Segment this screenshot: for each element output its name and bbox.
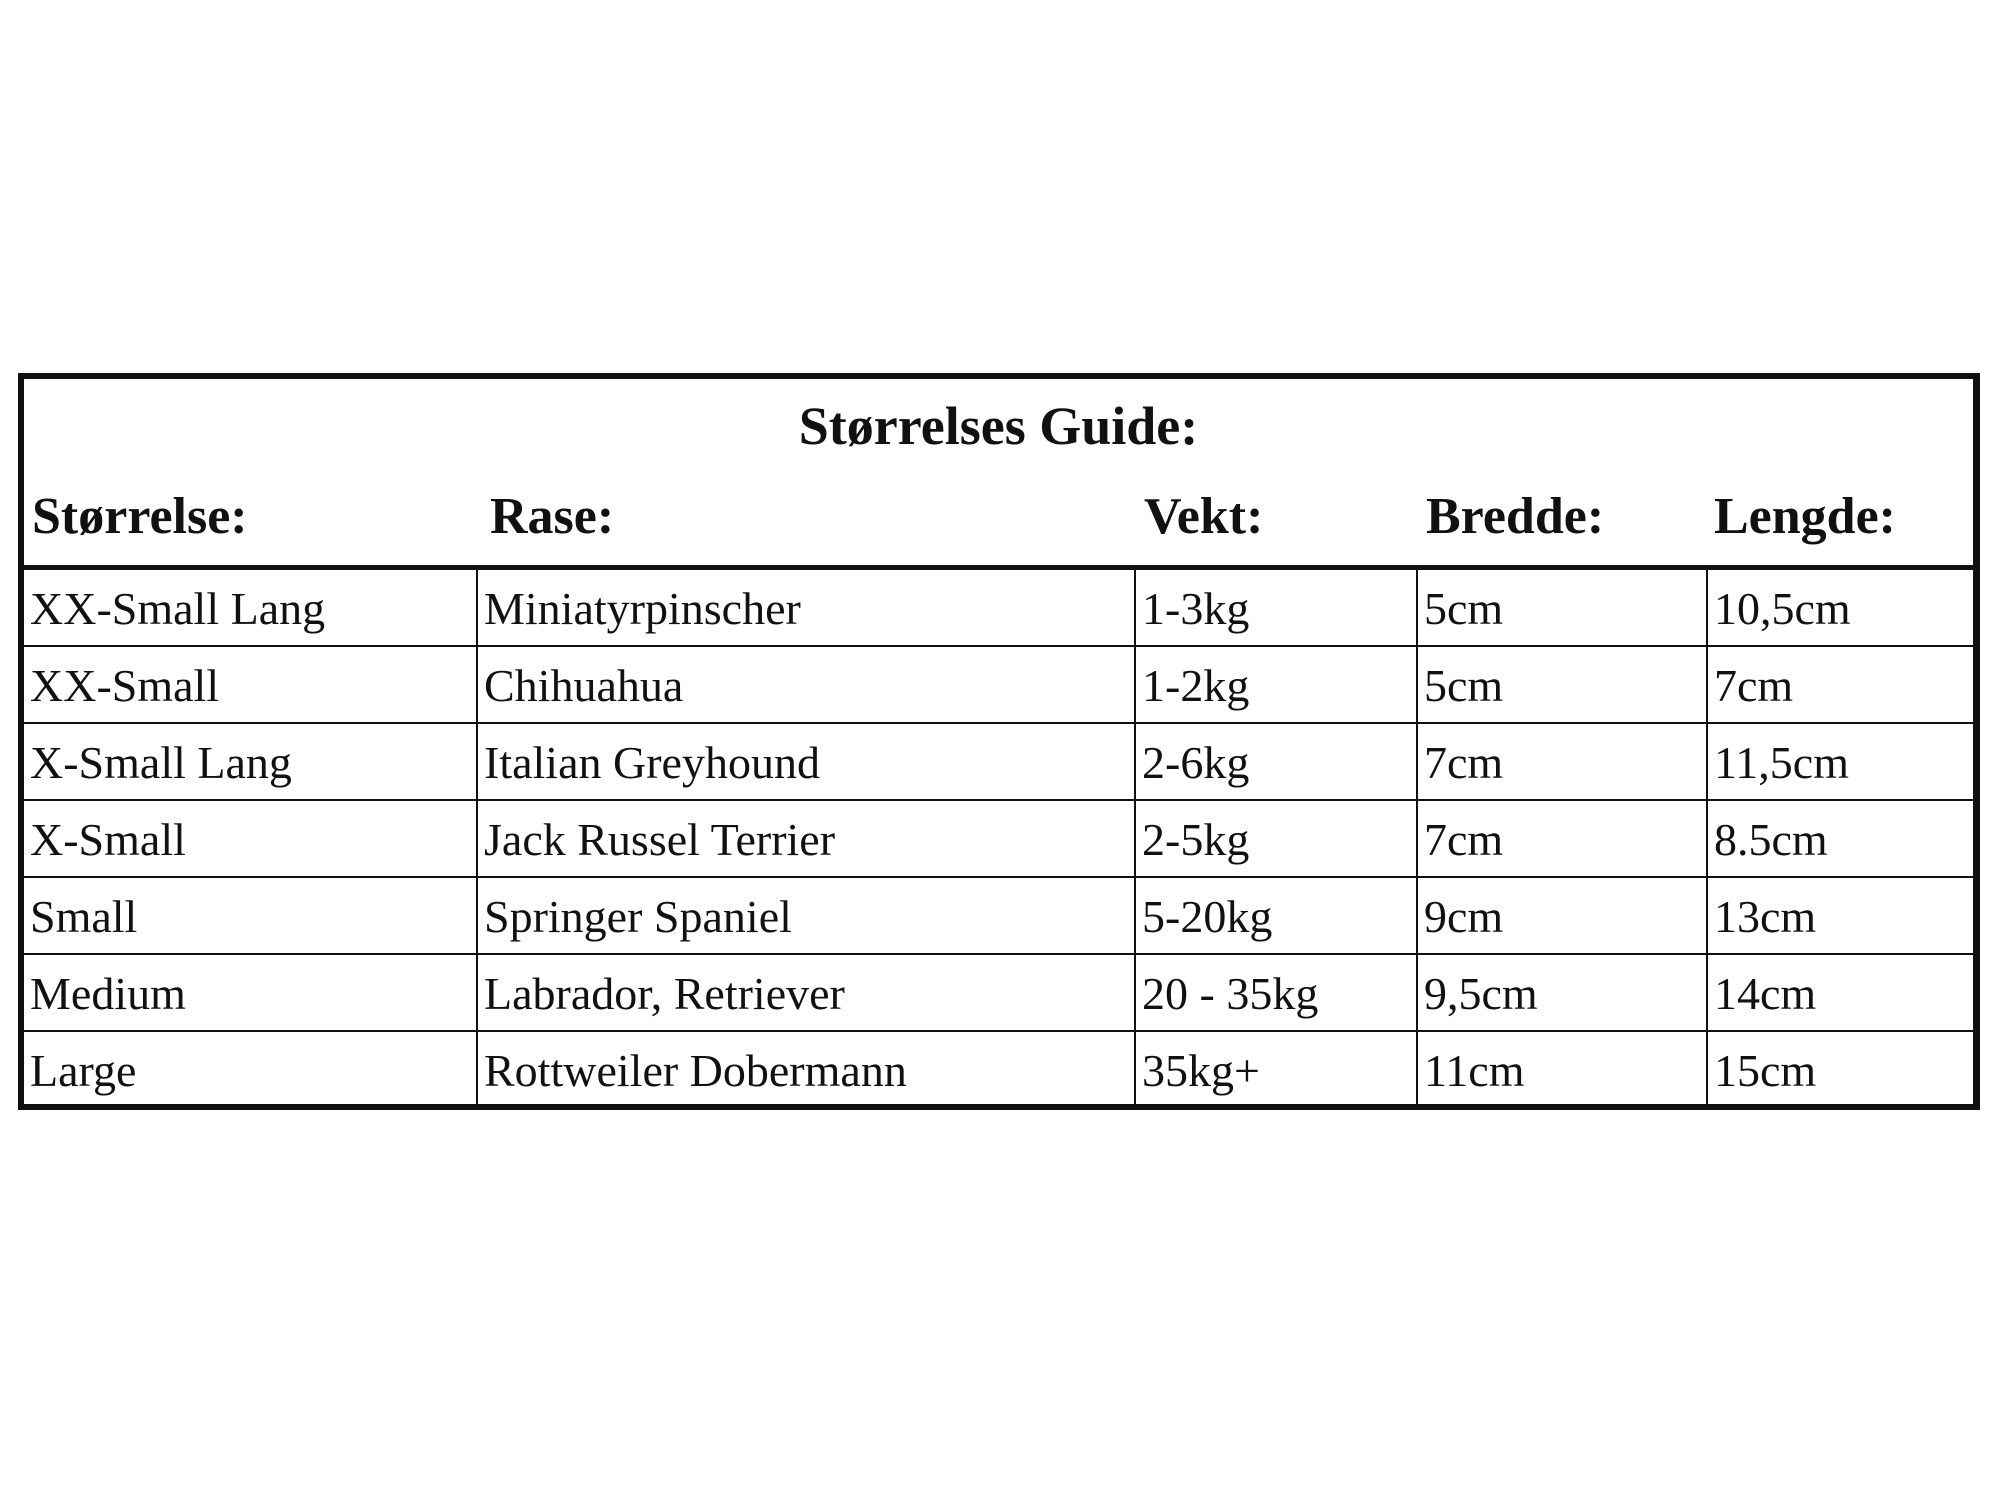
cell-breed: Miniatyrpinscher	[476, 570, 1134, 645]
table-title: Størrelses Guide:	[798, 396, 1199, 456]
cell-length: 11,5cm	[1706, 724, 1973, 799]
cell-breed: Jack Russel Terrier	[476, 801, 1134, 876]
cell-breed: Italian Greyhound	[476, 724, 1134, 799]
cell-breed: Chihuahua	[476, 647, 1134, 722]
cell-length: 10,5cm	[1706, 570, 1973, 645]
cell-weight: 2-5kg	[1134, 801, 1416, 876]
cell-breed: Labrador, Retriever	[476, 955, 1134, 1030]
cell-weight: 5-20kg	[1134, 878, 1416, 953]
table-row	[24, 647, 1973, 724]
cell-width: 5cm	[1416, 647, 1706, 722]
size-guide-table	[18, 373, 1980, 1110]
cell-length: 13cm	[1706, 878, 1973, 953]
cell-size: XX-Small Lang	[30, 583, 326, 634]
cell-breed: Springer Spaniel	[476, 878, 1134, 953]
header-breed: Rase:	[490, 488, 615, 545]
table-row	[24, 570, 1973, 647]
cell-size: Small	[30, 891, 138, 942]
cell-length: 8.5cm	[1706, 801, 1973, 876]
cell-width: 5cm	[1416, 570, 1706, 645]
table-row	[24, 801, 1973, 878]
cell-width: 9cm	[1416, 878, 1706, 953]
table-header-row	[24, 488, 1973, 551]
cell-weight: 1-2kg	[1134, 647, 1416, 722]
cell-size: X-Small Lang	[30, 737, 292, 788]
cell-size: Medium	[30, 968, 186, 1019]
cell-width: 9,5cm	[1416, 955, 1706, 1030]
cell-size: XX-Small	[30, 660, 220, 711]
header-length: Lengde:	[1714, 488, 1896, 545]
table-row	[24, 724, 1973, 801]
cell-width: 11cm	[1416, 1032, 1706, 1109]
header-size: Størrelse:	[32, 488, 248, 545]
cell-weight: 35kg+	[1134, 1032, 1416, 1109]
table-row	[24, 1032, 1973, 1109]
cell-breed: Rottweiler Dobermann	[476, 1032, 1134, 1109]
cell-length: 14cm	[1706, 955, 1973, 1030]
cell-width: 7cm	[1416, 801, 1706, 876]
cell-size: Large	[30, 1045, 137, 1096]
cell-width: 7cm	[1416, 724, 1706, 799]
header-weight: Vekt:	[1144, 488, 1264, 545]
cell-length: 15cm	[1706, 1032, 1973, 1109]
cell-length: 7cm	[1706, 647, 1973, 722]
cell-weight: 1-3kg	[1134, 570, 1416, 645]
cell-weight: 2-6kg	[1134, 724, 1416, 799]
table-row	[24, 878, 1973, 955]
header-width: Bredde:	[1426, 488, 1605, 545]
table-row	[24, 955, 1973, 1032]
cell-size: X-Small	[30, 814, 186, 865]
cell-weight: 20 - 35kg	[1134, 955, 1416, 1030]
table-body	[24, 570, 1973, 1104]
